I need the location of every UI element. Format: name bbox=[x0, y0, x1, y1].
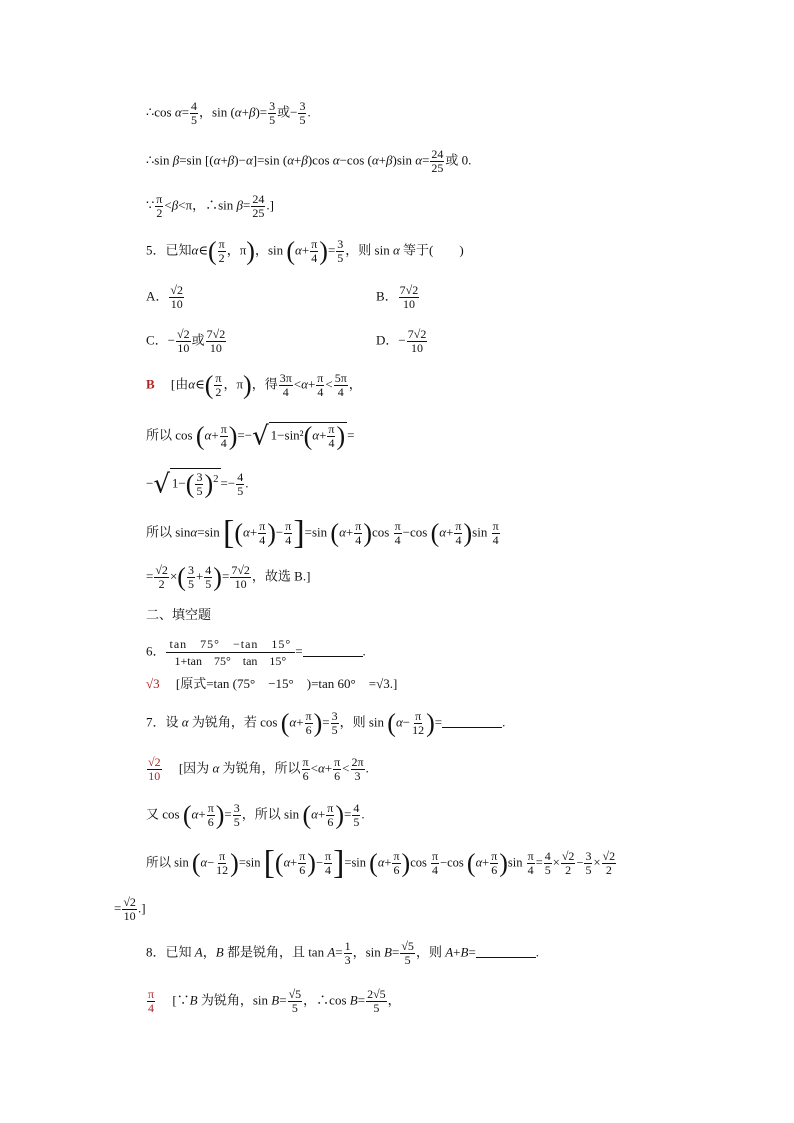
solution-line-2: ∴sin β=sin [(α+β)−α]=sin (α+β)cos α−cos (α+β)sin α= $\frac{24}{25}$ 或 0. bbox=[146, 147, 472, 175]
solution-line-1: ∴cos α= $\frac{4}{5}$ ，sin (α+β)= $\frac{3}{5}$ 或− $\frac{3}{5}$ . bbox=[146, 99, 311, 127]
question-5-solution-2: 所以 cos (α+ $\frac{\pi}{4}$ )=−√ 1−sin²(α+ $\frac{\pi}{4}$ ) = bbox=[146, 421, 355, 452]
question-6-stem: 6． $\frac{\tan 75^\circ -\tan 15^\circ}{1+\tan 75^\circ \tan 15^\circ}$ = . bbox=[146, 637, 366, 668]
answer-blank-6[interactable] bbox=[303, 656, 363, 657]
question-8-solution-1: $\frac{\pi}{4}$ [∵B 为锐角，sin B= $\frac{√5}{5}$ ，∴cos B= $\frac{2√5}{5}$ ， bbox=[148, 987, 401, 1015]
answer-blank-7[interactable] bbox=[442, 727, 502, 728]
question-7-stem: 7．设 α 为锐角，若 cos (α+ $\frac{\pi}{6}$ )= $\frac{3}{5}$ ，则 sin (α− $\frac{\pi}{12}$ )= . bbox=[146, 708, 506, 738]
question-5-solution-5: = $\frac{√2}{2}$ ×( $\frac{3}{5}$ + $\frac{4}{5}$ )= $\frac{7√2}{10}$ ，故选 B.] bbox=[146, 562, 311, 592]
section-heading: 二、填空题 bbox=[146, 607, 212, 622]
option-d[interactable]: D．− $\frac{7√2}{10}$ bbox=[376, 327, 427, 355]
option-a[interactable]: A． $\frac{√2}{10}$ bbox=[146, 283, 183, 311]
answer-8: $\frac{\pi}{4}$ bbox=[148, 987, 155, 1015]
question-5-solution-4: 所以 sinα=sin [(α+ $\frac{\pi}{4}$ )− $\frac{\pi}{4}$ ]=sin (α+ $\frac{\pi}{4}$ )cos $\frac{\pi}{4}$ −cos (α+ $\frac{\pi}{4}$ )sin $\frac{\pi}{4}$ bbox=[146, 514, 499, 552]
answer-blank-8[interactable] bbox=[476, 957, 536, 958]
question-7-solution-1: $\frac{√2}{10}$ [因为 α 为锐角，所以 $\frac{\pi}{6}$ <α+ $\frac{\pi}{6}$ < $\frac{2\pi}{3}$ . bbox=[148, 755, 369, 783]
question-8-stem: 8．已知 A，B 都是锐角，且 tan A= $\frac{1}{3}$ ，sin B= $\frac{√5}{5}$ ，则 A+B= . bbox=[146, 939, 540, 967]
answer-5: B bbox=[146, 376, 155, 392]
option-b[interactable]: B． $\frac{7√2}{10}$ bbox=[376, 283, 419, 311]
question-7-solution-2: 又 cos (α+ $\frac{\pi}{6}$ )= $\frac{3}{5}$ ，所以 sin (α+ $\frac{\pi}{6}$ )= $\frac{4}{5}$ . bbox=[146, 800, 365, 830]
question-5-solution-3: −√ 1−( $\frac{3}{5}$ )$^2$ =− $\frac{4}{5}$ . bbox=[146, 469, 249, 500]
answer-7: $\frac{√2}{10}$ bbox=[148, 755, 161, 783]
question-7-solution-4: = $\frac{√2}{10}$ .] bbox=[114, 895, 146, 923]
question-7-solution-3: 所以 sin (α− $\frac{\pi}{12}$ )=sin [(α+ $\frac{\pi}{6}$ )− $\frac{\pi}{4}$ ]=sin (α+ $\frac{\pi}{6}$ )cos $\frac{\pi}{4}$ −cos (α+ $\frac{\pi}{6}$ )sin $\frac{\pi}{4}$ = $\frac{4}{5}$ × $\frac{√2}{2}$ − $\frac{3}{5}$ × $\frac{√2}{2}$ bbox=[146, 844, 616, 882]
option-c[interactable]: C．− $\frac{√2}{10}$ 或 $\frac{7√2}{10}$ bbox=[146, 327, 226, 355]
solution-line-3: ∵ $\frac{\pi}{2}$ <β<π，∴sin β= $\frac{24}{25}$ .] bbox=[146, 192, 274, 220]
question-6-solution: √3 [原式=tan (75° −15° )=tan 60° =√3.] bbox=[146, 676, 398, 691]
answer-6: √3 bbox=[146, 676, 160, 691]
question-5-solution-1: B [由α∈( $\frac{\pi}{2}$ ，π)，得 $\frac{3\pi}{4}$ <α+ $\frac{\pi}{4}$ < $\frac{5\pi}{4}$ ， bbox=[146, 370, 362, 400]
question-5-stem: 5．已知α∈( $\frac{\pi}{2}$ ，π)，sin (α+ $\frac{\pi}{4}$ )= $\frac{3}{5}$ ，则 sin α 等于( ) bbox=[146, 236, 464, 266]
